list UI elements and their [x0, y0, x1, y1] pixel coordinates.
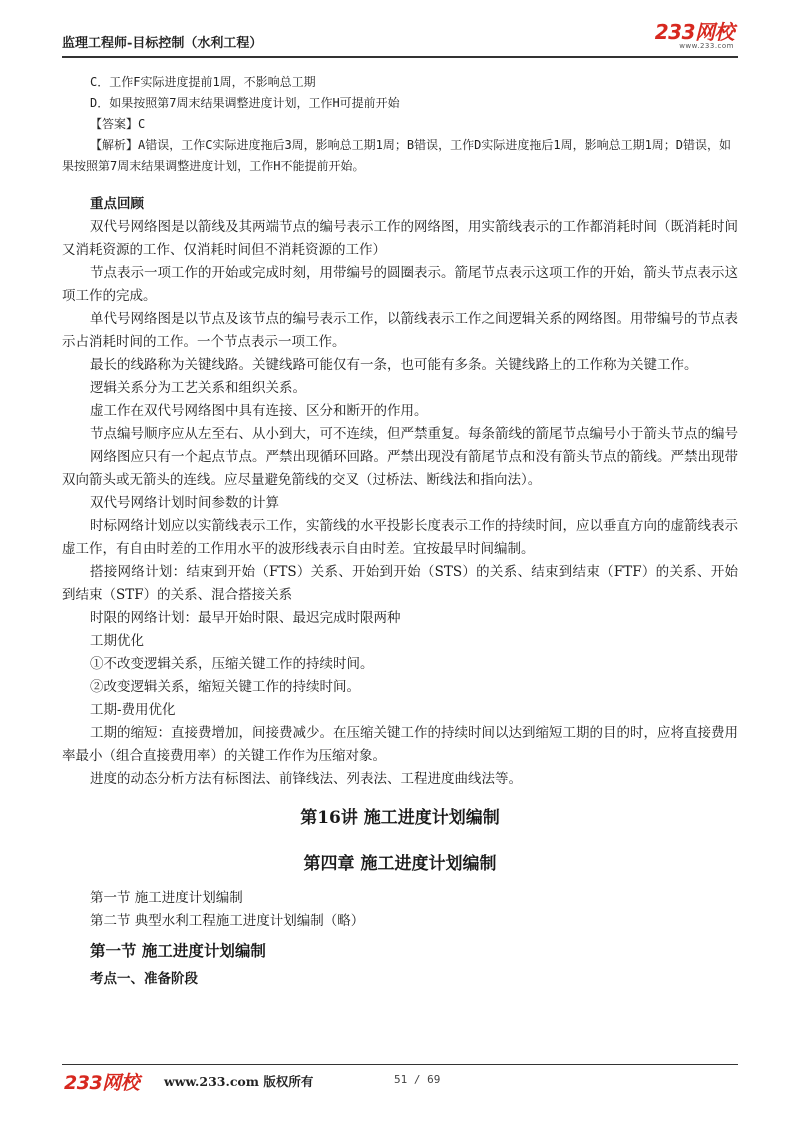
toc-item: 第二节 典型水利工程施工进度计划编制（略）	[90, 913, 365, 929]
header-divider	[62, 56, 738, 58]
section-title: 第一节 施工进度计划编制	[90, 941, 266, 960]
point-title: 考点一、准备阶段	[90, 971, 198, 987]
lecture-title: 第16讲 施工进度计划编制	[300, 808, 500, 828]
review-paragraph: 双代号网络图是以箭线及其两端节点的编号表示工作的网络图，用实箭线表示的工作都消耗时间（既消耗时间又消耗资源的工作、仅消耗时间但不消耗资源的工作）	[62, 219, 738, 258]
review-paragraph: 虚工作在双代号网络图中具有连接、区分和断开的作用。	[90, 403, 428, 419]
answer: 【答案】C	[90, 117, 146, 131]
brand-logo	[655, 22, 734, 50]
review-paragraph: 最长的线路称为关键线路。关键线路可能仅有一条，也可能有多条。关键线路上的工作称为关键工作。	[90, 357, 698, 373]
option-c: C．工作F实际进度提前1周，不影响总工期	[90, 75, 316, 89]
review-paragraph: 工期-费用优化	[90, 702, 176, 718]
option-d: D．如果按照第7周末结果调整进度计划，工作H可提前开始	[90, 96, 400, 110]
review-title: 重点回顾	[90, 196, 144, 212]
header-title: 监理工程师-目标控制（水利工程）	[62, 36, 263, 51]
page-footer	[62, 1068, 738, 1092]
review-paragraph: 搭接网络计划：结束到开始（FTS）关系、开始到开始（STS）的关系、结束到结束（FTF）的关系、开始到结束（STF）的关系、混合搭接关系	[62, 564, 738, 603]
logo-url: www.233.com	[679, 42, 734, 50]
page-number: 51 / 69	[394, 1073, 441, 1086]
page-header	[62, 22, 738, 54]
review-paragraph: ①不改变逻辑关系，压缩关键工作的持续时间。	[90, 656, 374, 672]
review-paragraph: 时标网络计划应以实箭线表示工作，实箭线的水平投影长度表示工作的持续时间，应以垂直方向的虚箭线表示虚工作，有自由时差的工作用水平的波形线表示自由时差。宜按最早时间编制。	[62, 518, 738, 557]
footer-copyright: www.233.com 版权所有	[164, 1074, 314, 1089]
spacer	[62, 177, 738, 191]
review-paragraph: 双代号网络计划时间参数的计算	[90, 495, 279, 511]
footer-logo: 233网校	[64, 1072, 140, 1094]
review-paragraph: 时限的网络计划：最早开始时限、最迟完成时限两种	[90, 610, 401, 626]
analysis: 【解析】A错误，工作C实际进度拖后3周，影响总工期1周；B错误，工作D实际进度拖后1周，影响总工期1周；D错误，如果按照第7周末结果调整进度计划，工作H不能提前开始。	[62, 138, 732, 173]
chapter-title: 第四章 施工进度计划编制	[303, 854, 497, 874]
review-paragraph: 进度的动态分析方法有标图法、前锋线法、列表法、工程进度曲线法等。	[90, 771, 522, 787]
footer-divider	[62, 1064, 738, 1065]
toc-item: 第一节 施工进度计划编制	[90, 890, 243, 906]
review-paragraph: 单代号网络图是以节点及该节点的编号表示工作，以箭线表示工作之间逻辑关系的网络图。用带编号的节点表示占消耗时间的工作。一个节点表示一项工作。	[62, 311, 738, 350]
review-paragraph: 逻辑关系分为工艺关系和组织关系。	[90, 380, 306, 396]
logo-text: 233网校	[654, 20, 734, 44]
review-paragraph: 工期优化	[90, 633, 144, 649]
review-paragraph: 节点编号顺序应从左至右、从小到大，可不连续，但严禁重复。每条箭线的箭尾节点编号小于箭头节点的编号	[90, 426, 738, 442]
review-paragraph: 工期的缩短：直接费增加，间接费减少。在压缩关键工作的持续时间以达到缩短工期的目的时，应将直接费用率最小（组合直接费用率）的关键工作作为压缩对象。	[62, 725, 738, 764]
review-paragraph: 节点表示一项工作的开始或完成时刻，用带编号的圆圈表示。箭尾节点表示这项工作的开始，箭头节点表示这项工作的完成。	[62, 265, 738, 304]
page-content	[62, 72, 738, 993]
review-paragraph: ②改变逻辑关系，缩短关键工作的持续时间。	[90, 679, 360, 695]
review-paragraph: 网络图应只有一个起点节点。严禁出现循环回路。严禁出现没有箭尾节点和没有箭头节点的箭线。严禁出现带双向箭头或无箭头的连线。应尽量避免箭线的交叉（过桥法、断线法和指向法）。	[62, 449, 738, 488]
